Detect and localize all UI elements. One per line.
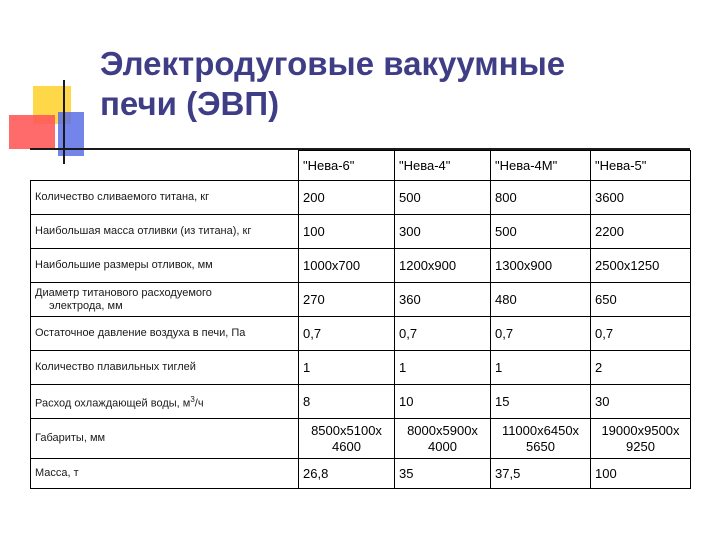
row-label: Количество плавильных тиглей: [31, 351, 299, 385]
slide-title: [100, 44, 700, 124]
cell-value: 15: [491, 385, 591, 419]
table-row: [31, 459, 691, 489]
row-label-tail: /ч: [194, 397, 204, 410]
cell-value: 2: [591, 351, 691, 385]
column-header-neva-5: "Нева-5": [591, 151, 691, 181]
cell-value-line-2: 4000: [428, 438, 457, 454]
cell-value: [395, 419, 491, 459]
row-label: Наибольшая масса отливки (из титана), кг: [31, 215, 299, 249]
row-label: Габариты, мм: [31, 419, 299, 459]
cell-value-line-2: 4600: [332, 438, 361, 454]
cell-value: 0,7: [591, 317, 691, 351]
cell-value: 26,8: [299, 459, 395, 489]
cell-value-line-1: 19000x9500x: [601, 422, 680, 438]
cell-value: 10: [395, 385, 491, 419]
column-header-neva-4m: "Нева-4М": [491, 151, 591, 181]
cell-value: [591, 419, 691, 459]
column-header-neva-4: "Нева-4": [395, 151, 491, 181]
row-label: Масса, т: [31, 459, 299, 489]
row-label: [31, 283, 299, 317]
cell-value: 1: [395, 351, 491, 385]
cell-value: 2200: [591, 215, 691, 249]
cell-value: 1200x900: [395, 249, 491, 283]
row-label: Количество сливаемого титана, кг: [31, 181, 299, 215]
row-label-main: Расход охлаждающей воды, м: [35, 397, 191, 410]
table-row: [31, 351, 691, 385]
cell-value: 200: [299, 181, 395, 215]
cell-value: 1: [299, 351, 395, 385]
row-label: Наибольшие размеры отливок, мм: [31, 249, 299, 283]
cell-value: 270: [299, 283, 395, 317]
cell-value: 100: [591, 459, 691, 489]
column-header-neva-6: "Нева-6": [299, 151, 395, 181]
title-line-1: Электродуговые вакуумные: [100, 45, 566, 82]
cell-value: 500: [395, 181, 491, 215]
cell-value: 1300x900: [491, 249, 591, 283]
cell-value: 300: [395, 215, 491, 249]
cell-value: 0,7: [299, 317, 395, 351]
cell-value: 8: [299, 385, 395, 419]
cell-value-line-2: 9250: [626, 438, 655, 454]
cell-value: 800: [491, 181, 591, 215]
cell-value-line-1: 11000x6450x: [501, 422, 580, 438]
specs-table: [30, 150, 691, 489]
cell-value-line-1: 8000x5900x: [407, 422, 478, 438]
table-row: [31, 283, 691, 317]
cell-value: 35: [395, 459, 491, 489]
cell-value: [491, 419, 591, 459]
header-row: [31, 151, 691, 181]
cell-value: 0,7: [395, 317, 491, 351]
cell-value: 37,5: [491, 459, 591, 489]
cell-value: [299, 419, 395, 459]
table-row: [31, 181, 691, 215]
table-row: [31, 317, 691, 351]
cell-value: 360: [395, 283, 491, 317]
row-label-superscript: 3: [190, 394, 195, 404]
header-blank-cell: [31, 151, 299, 181]
cell-value: 2500x1250: [591, 249, 691, 283]
cell-value: 3600: [591, 181, 691, 215]
table-row: [31, 249, 691, 283]
cell-value: 30: [591, 385, 691, 419]
cell-value: 1: [491, 351, 591, 385]
cell-value: 1000x700: [299, 249, 395, 283]
cell-value-line-1: 8500x5100x: [311, 422, 382, 438]
cell-value: 500: [491, 215, 591, 249]
row-label-line-1: Диаметр титанового расходуемого: [35, 286, 212, 299]
row-label-line-2: электрода, мм: [49, 299, 123, 312]
row-label: [31, 385, 299, 419]
cell-value-line-2: 5650: [526, 438, 555, 454]
table-row: [31, 215, 691, 249]
decor-red-square: [9, 115, 55, 149]
cell-value: 650: [591, 283, 691, 317]
table-row: [31, 385, 691, 419]
cell-value: 480: [491, 283, 591, 317]
cell-value: 0,7: [491, 317, 591, 351]
title-line-2: печи (ЭВП): [100, 85, 280, 122]
cell-value: 100: [299, 215, 395, 249]
row-label: Остаточное давление воздуха в печи, Па: [31, 317, 299, 351]
table-row: [31, 419, 691, 459]
